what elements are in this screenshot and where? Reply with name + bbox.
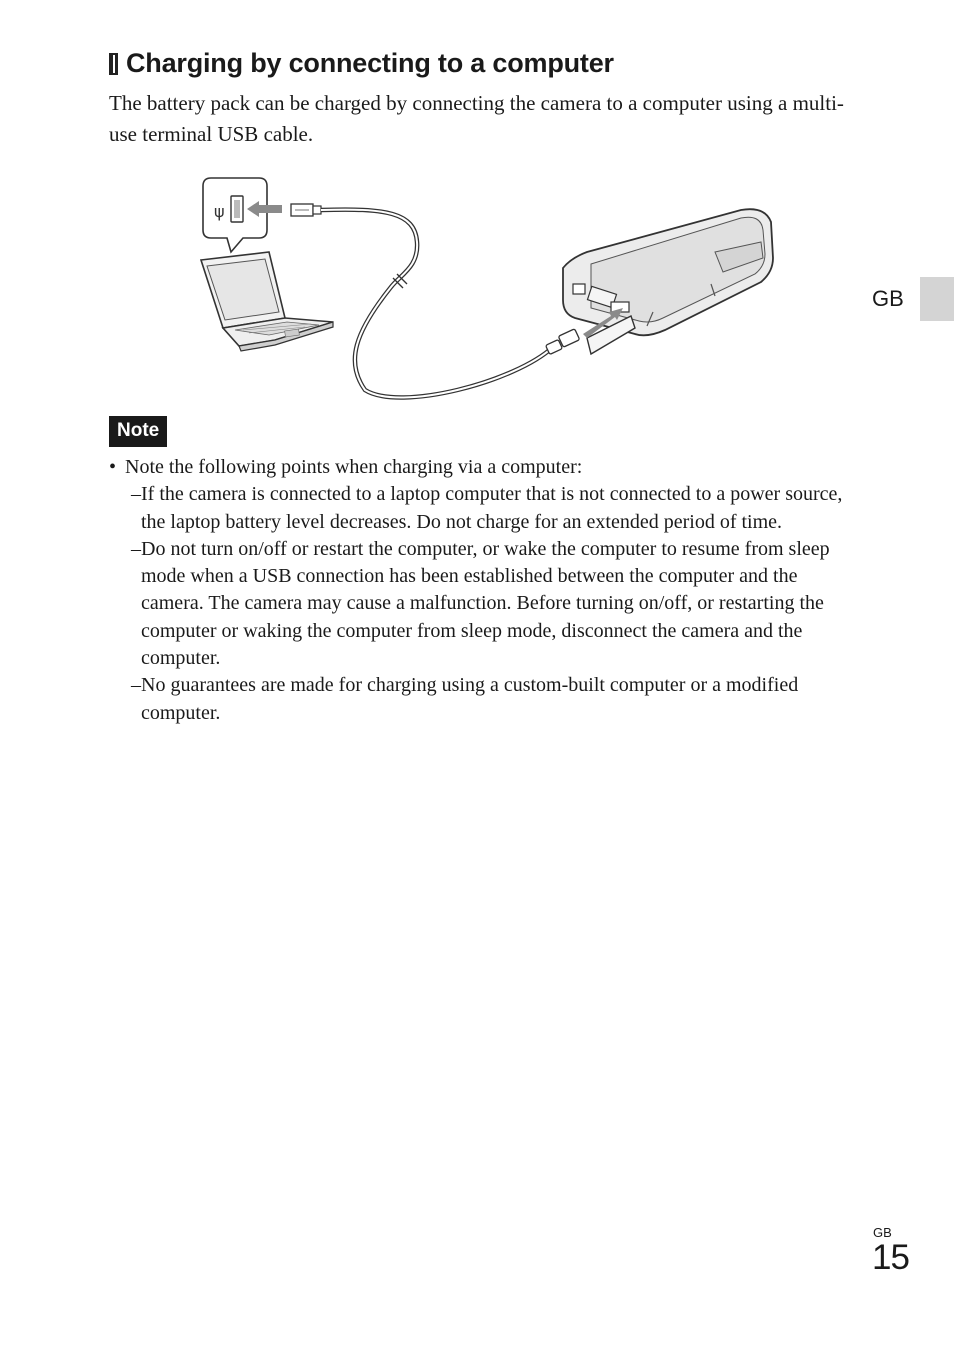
intro-paragraph: The battery pack can be charged by connecting the camera to a computer using a multi-use terminal USB cable. [109,91,844,146]
bullet-mark: • [109,456,117,478]
dash-mark: – [131,537,141,560]
usb-symbol-icon: ψ [214,202,225,221]
list-item [109,536,864,672]
note-bullet-text: Note the following points when charging via a computer: [125,456,583,478]
dash-mark: – [131,674,141,697]
laptop-icon [201,252,333,351]
page-region-label: GB [873,1225,892,1240]
section-title: Charging by connecting to a computer [126,48,614,78]
list-item-text: Do not turn on/off or restart the computer, or wake the computer to resume from sleep mode when a USB connection has been established between the computer and the camera. The camera may cause a malfunction. Before turning on/off, or restarting the computer or waking the computer from sleep mode, disconnect the camera and the computer. [141,537,830,670]
note-sub-list [109,481,864,727]
heading-marker-icon [109,53,118,75]
side-thumb-tab [920,277,954,321]
note-list [109,454,864,727]
page-number: 15 [872,1238,909,1277]
list-item-text: If the camera is connected to a laptop computer that is not connected to a power source, the laptop battery level decreases. Do not charge for an extended period of time. [141,483,843,533]
list-item [109,672,864,727]
usb-connection-illustration [195,172,785,404]
camera-icon [563,209,773,354]
list-item [109,481,864,536]
side-language-label: GB [872,286,904,311]
note-badge: Note [109,416,167,447]
note-bullet [109,454,864,481]
dash-mark: – [131,483,141,506]
list-item-text: No guarantees are made for charging using a custom-built computer or a modified computer. [141,674,799,724]
micro-usb-plug-icon [546,329,580,355]
section-heading [109,48,614,79]
